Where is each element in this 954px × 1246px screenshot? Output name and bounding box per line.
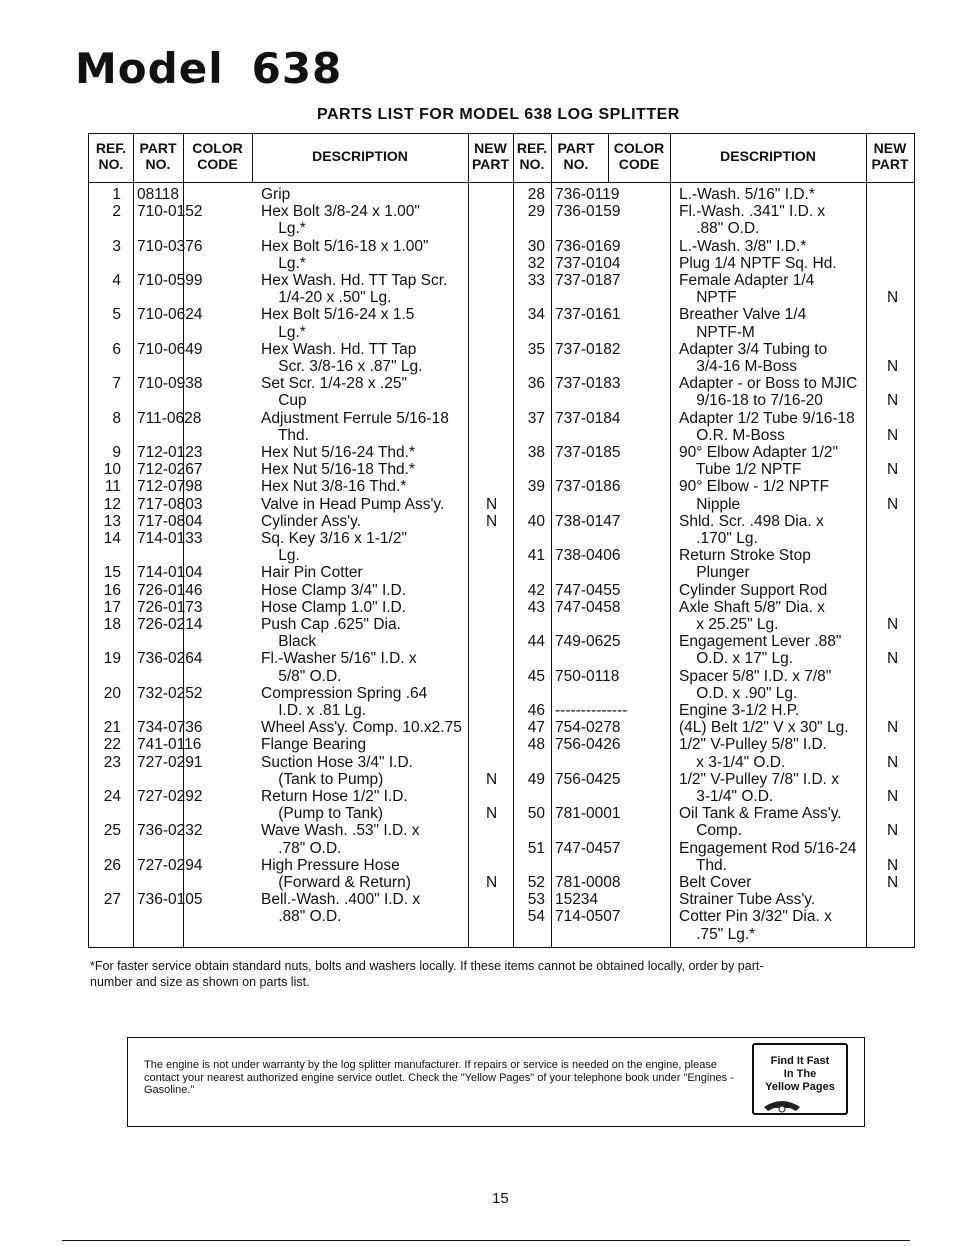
part-description: Cylinder Support Rod (679, 581, 828, 599)
part-number: 714-0133 (137, 530, 203, 547)
part-number: 717-0803 (137, 495, 203, 513)
ref-number: 3 (112, 237, 121, 255)
part-description: Wave Wash. .53" I.D. x .78" O.D. (261, 822, 420, 857)
part-number: 717-0804 (137, 512, 203, 530)
part-number: 727-0292 (137, 788, 203, 805)
yellow-pages-badge (752, 1043, 848, 1115)
ref-number: 17 (103, 598, 121, 616)
part-number: 747-0457 (555, 839, 621, 857)
part-number: 737-0185 (555, 444, 621, 461)
part-number: 749-0625 (555, 633, 621, 651)
ref-number: 47 (527, 719, 545, 737)
part-number: 738-0147 (555, 512, 621, 530)
part-number: 781-0001 (555, 805, 621, 823)
part-description: Return Stroke Stop Plunger (679, 547, 811, 582)
part-description: Grip (261, 186, 291, 203)
ref-number: 52 (527, 874, 545, 891)
col-divider (513, 134, 514, 947)
part-description: Hose Clamp 3/4" I.D. (261, 581, 407, 599)
ref-number: 42 (527, 581, 545, 599)
part-number: 737-0182 (555, 340, 621, 358)
part-number: 710-0376 (137, 237, 203, 255)
page-number: 15 (492, 1190, 509, 1207)
part-description: High Pressure Hose (Forward & Return) (261, 856, 411, 891)
part-description: Push Cap .625" Dia. Black (261, 616, 401, 651)
yellow-pages-text: Find It Fast In The Yellow Pages (765, 1055, 835, 1093)
ref-number: 10 (103, 461, 121, 479)
col-divider (468, 134, 469, 947)
header-part-no: PART NO. (557, 140, 595, 172)
ref-number: 30 (527, 237, 545, 255)
new-part-flag: N (887, 822, 899, 840)
engine-warranty-notice (127, 1037, 865, 1127)
part-number: 737-0104 (555, 254, 621, 272)
ref-number: 28 (527, 186, 545, 203)
part-description: Adapter 1/2 Tube 9/16-18 O.R. M-Boss (679, 409, 855, 444)
ref-number: 15 (103, 564, 121, 582)
part-number: 710-0599 (137, 272, 203, 289)
ref-number: 13 (103, 512, 121, 530)
ref-number: 19 (103, 650, 121, 668)
footnote: *For faster service obtain standard nuts, bolts and washers locally. If these items cannot be obtained locally, order by part- number and size as shown on parts list. (90, 959, 764, 989)
header-part-no: PART NO. (139, 140, 177, 172)
part-description: Adapter 3/4 Tubing to 3/4-16 M-Boss (679, 340, 828, 375)
part-description: 90° Elbow - 1/2 NPTF Nipple (679, 478, 830, 513)
ref-number: 51 (527, 839, 545, 857)
part-number: 736-0105 (137, 891, 203, 909)
part-number: 714-0104 (137, 564, 203, 582)
header-divider (89, 182, 914, 183)
part-description: Compression Spring .64 I.D. x .81 Lg. (261, 684, 428, 719)
header-ref-no: REF. NO. (516, 140, 548, 172)
new-part-flag: N (486, 805, 498, 823)
part-description: Adjustment Ferrule 5/16-18 Thd. (261, 409, 449, 444)
part-description: Fl.-Washer 5/16" I.D. x 5/8" O.D. (261, 650, 417, 685)
part-description: Hex Nut 3/8-16 Thd.* (261, 478, 407, 496)
part-description: Hex Bolt 5/16-24 x 1.5 Lg.* (261, 306, 415, 341)
part-description: Cotter Pin 3/32" Dia. x .75" Lg.* (679, 908, 832, 943)
part-number: 737-0186 (555, 478, 621, 496)
ref-number: 23 (103, 753, 121, 771)
part-description: Shld. Scr. .498 Dia. x .170" Lg. (679, 512, 824, 547)
part-number: 710-0152 (137, 203, 203, 221)
part-number: 756-0425 (555, 770, 621, 788)
ref-number: 16 (103, 581, 121, 599)
part-number: 734-0736 (137, 719, 203, 737)
part-number: 754-0278 (555, 719, 621, 737)
new-part-flag: N (887, 856, 899, 874)
new-part-flag: N (486, 874, 498, 891)
part-description: (4L) Belt 1/2" V x 30" Lg. (679, 719, 849, 737)
ref-number: 35 (527, 340, 545, 358)
title-word: Model (75, 44, 224, 93)
part-description: 1/2" V-Pulley 7/8" I.D. x 3-1/4" O.D. (679, 770, 840, 805)
part-number: 737-0184 (555, 409, 621, 427)
ref-number: 54 (527, 908, 545, 926)
part-description: Bell.-Wash. .400" I.D. x .88" O.D. (261, 891, 421, 926)
part-description: 90° Elbow Adapter 1/2" Tube 1/2 NPTF (679, 444, 839, 479)
new-part-flag: N (887, 495, 899, 513)
ref-number: 6 (112, 340, 121, 358)
part-number: 741-0116 (137, 736, 202, 754)
part-number: 747-0458 (555, 598, 621, 616)
title-number: 638 (251, 44, 343, 93)
part-number: 736-0169 (555, 237, 621, 255)
part-description: Adapter - or Boss to MJIC 9/16-18 to 7/16-20 (679, 375, 858, 410)
new-part-flag: N (887, 358, 899, 375)
ref-number: 50 (527, 805, 545, 823)
part-description: L.-Wash. 3/8" I.D.* (679, 237, 807, 255)
part-description: Hex Bolt 5/16-18 x 1.00" Lg.* (261, 237, 429, 272)
ref-number: 21 (103, 719, 121, 737)
ref-number: 25 (103, 822, 121, 840)
part-number: 08118 (137, 186, 179, 203)
notice-text: The engine is not under warranty by the log splitter manufacturer. If repairs or service is needed on the engine, please contact your nearest authorized engine service outlet. Check the "Yellow Pages" of your telephone book under "Engines - Gasoline." (144, 1059, 734, 1096)
part-description: Sq. Key 3/16 x 1-1/2" Lg. (261, 530, 407, 565)
ref-number: 11 (104, 478, 121, 496)
ref-number: 39 (527, 478, 545, 496)
part-description: Spacer 5/8" I.D. x 7/8" O.D. x .90" Lg. (679, 667, 832, 702)
part-description: Hex Nut 5/16-18 Thd.* (261, 461, 415, 479)
part-number: 750-0118 (555, 667, 620, 685)
new-part-flag: N (887, 289, 899, 307)
new-part-flag: N (887, 874, 899, 891)
part-description: Hex Nut 5/16-24 Thd.* (261, 444, 415, 461)
ref-number: 7 (112, 375, 121, 393)
header-color-code: COLOR CODE (192, 140, 243, 172)
part-description: Set Scr. 1/4-28 x .25" Cup (261, 375, 407, 410)
part-description: Belt Cover (679, 874, 752, 891)
part-description: Breather Valve 1/4 NPTF-M (679, 306, 807, 341)
part-description: Engine 3-1/2 H.P. (679, 702, 800, 719)
part-number: 710-0624 (137, 306, 203, 324)
part-description: Engagement Rod 5/16-24 Thd. (679, 839, 857, 874)
new-part-flag: N (486, 512, 498, 530)
parts-table (88, 133, 915, 948)
ref-number: 53 (527, 891, 545, 909)
ref-number: 40 (527, 512, 545, 530)
ref-number: 33 (527, 272, 545, 289)
col-divider (551, 134, 552, 947)
ref-number: 2 (112, 203, 121, 221)
ref-number: 18 (103, 616, 121, 633)
ref-number: 44 (527, 633, 545, 651)
ref-number: 22 (103, 736, 121, 754)
new-part-flag: N (887, 461, 899, 479)
part-description: L.-Wash. 5/16" I.D.* (679, 186, 815, 203)
ref-number: 9 (112, 444, 121, 461)
ref-number: 34 (527, 306, 545, 324)
header-color-code: COLOR CODE (613, 140, 665, 172)
part-number: 747-0455 (555, 581, 621, 599)
header-description: DESCRIPTION (312, 148, 408, 164)
ref-number: 12 (103, 495, 121, 513)
ref-number: 14 (103, 530, 121, 547)
part-number: 727-0291 (137, 753, 203, 771)
part-number: 738-0406 (555, 547, 621, 565)
part-description: Hex Wash. Hd. TT Tap Scr. 3/8-16 x .87" Lg. (261, 340, 423, 375)
part-description: Female Adapter 1/4 NPTF (679, 272, 815, 307)
new-part-flag: N (887, 788, 899, 805)
telephone-icon (762, 1097, 802, 1113)
header-new-part: NEW PART (471, 140, 510, 172)
ref-number: 5 (112, 306, 121, 324)
ref-number: 29 (527, 203, 545, 221)
ref-number: 45 (527, 667, 545, 685)
part-number: 710-0649 (137, 340, 203, 358)
part-number: 726-0146 (137, 581, 203, 599)
page-title (75, 44, 370, 93)
part-description: Valve in Head Pump Ass'y. (261, 495, 445, 513)
part-number: 781-0008 (555, 874, 621, 891)
ref-number: 36 (527, 375, 545, 393)
new-part-flag: N (887, 616, 899, 633)
ref-number: 20 (103, 684, 121, 702)
part-number: 737-0161 (555, 306, 621, 324)
part-number: 714-0507 (555, 908, 621, 926)
part-description: 1/2" V-Pulley 5/8" I.D. x 3-1/4" O.D. (679, 736, 827, 771)
part-description: Engagement Lever .88" O.D. x 17" Lg. (679, 633, 842, 668)
part-description: Wheel Ass'y. Comp. 10.x2.75 (261, 719, 462, 737)
new-part-flag: N (887, 650, 899, 668)
col-divider (670, 134, 671, 947)
ref-number: 37 (527, 409, 545, 427)
col-divider (866, 134, 867, 947)
new-part-flag: N (887, 392, 899, 410)
bottom-rule (62, 1240, 910, 1241)
ref-number: 43 (527, 598, 545, 616)
part-description: Hose Clamp 1.0" I.D. (261, 598, 407, 616)
part-description: Plug 1/4 NPTF Sq. Hd. (679, 254, 837, 272)
ref-number: 27 (103, 891, 121, 909)
header-new-part: NEW PART (871, 140, 909, 172)
header-description: DESCRIPTION (720, 148, 816, 164)
ref-number: 4 (112, 272, 121, 289)
new-part-flag: N (887, 753, 899, 771)
part-number: 736-0264 (137, 650, 203, 668)
part-number: 15234 (555, 891, 599, 909)
part-number: 712-0267 (137, 461, 203, 479)
ref-number: 26 (103, 856, 121, 874)
part-description: Flange Bearing (261, 736, 367, 754)
new-part-flag: N (887, 426, 899, 444)
part-description: Fl.-Wash. .341" I.D. x .88" O.D. (679, 203, 826, 238)
part-number: 756-0426 (555, 736, 621, 754)
part-number: 732-0252 (137, 684, 203, 702)
part-description: Suction Hose 3/4" I.D. (Tank to Pump) (261, 753, 413, 788)
ref-number: 48 (527, 736, 545, 754)
ref-number: 32 (527, 254, 545, 272)
ref-number: 49 (527, 770, 545, 788)
part-number: 711-0628 (137, 409, 202, 427)
part-number: 736-0119 (555, 186, 620, 203)
ref-number: 1 (112, 186, 121, 203)
parts-list-subtitle: PARTS LIST FOR MODEL 638 LOG SPLITTER (317, 106, 680, 123)
ref-number: 24 (103, 788, 121, 805)
col-divider (133, 134, 134, 947)
part-description: Return Hose 1/2" I.D. (Pump to Tank) (261, 788, 408, 823)
part-number: 710-0938 (137, 375, 203, 393)
new-part-flag: N (486, 770, 498, 788)
ref-number: 41 (527, 547, 545, 565)
part-description: Axle Shaft 5/8" Dia. x x 25.25" Lg. (679, 598, 825, 633)
part-description: Strainer Tube Ass'y. (679, 891, 816, 909)
ref-number: 38 (527, 444, 545, 461)
part-number: 726-0214 (137, 616, 203, 633)
part-number: 726-0173 (137, 598, 203, 616)
ref-number: 46 (527, 702, 545, 719)
part-description: Hex Wash. Hd. TT Tap Scr. 1/4-20 x .50" Lg. (261, 272, 448, 307)
part-description: Cylinder Ass'y. (261, 512, 362, 530)
new-part-flag: N (486, 495, 498, 513)
part-number: 737-0183 (555, 375, 621, 393)
ref-number: 8 (112, 409, 121, 427)
part-number: 736-0232 (137, 822, 203, 840)
part-number: 737-0187 (555, 272, 621, 289)
part-description: Hex Bolt 3/8-24 x 1.00" Lg.* (261, 203, 420, 238)
part-number: 712-0798 (137, 478, 203, 496)
part-description: Oil Tank & Frame Ass'y. Comp. (679, 805, 842, 840)
part-number: 712-0123 (137, 444, 203, 461)
part-description: Hair Pin Cotter (261, 564, 363, 582)
part-number: 727-0294 (137, 856, 203, 874)
header-ref-no: REF. NO. (95, 140, 127, 172)
part-number: 736-0159 (555, 203, 621, 221)
part-number: -------------- (555, 702, 628, 719)
new-part-flag: N (887, 719, 899, 737)
